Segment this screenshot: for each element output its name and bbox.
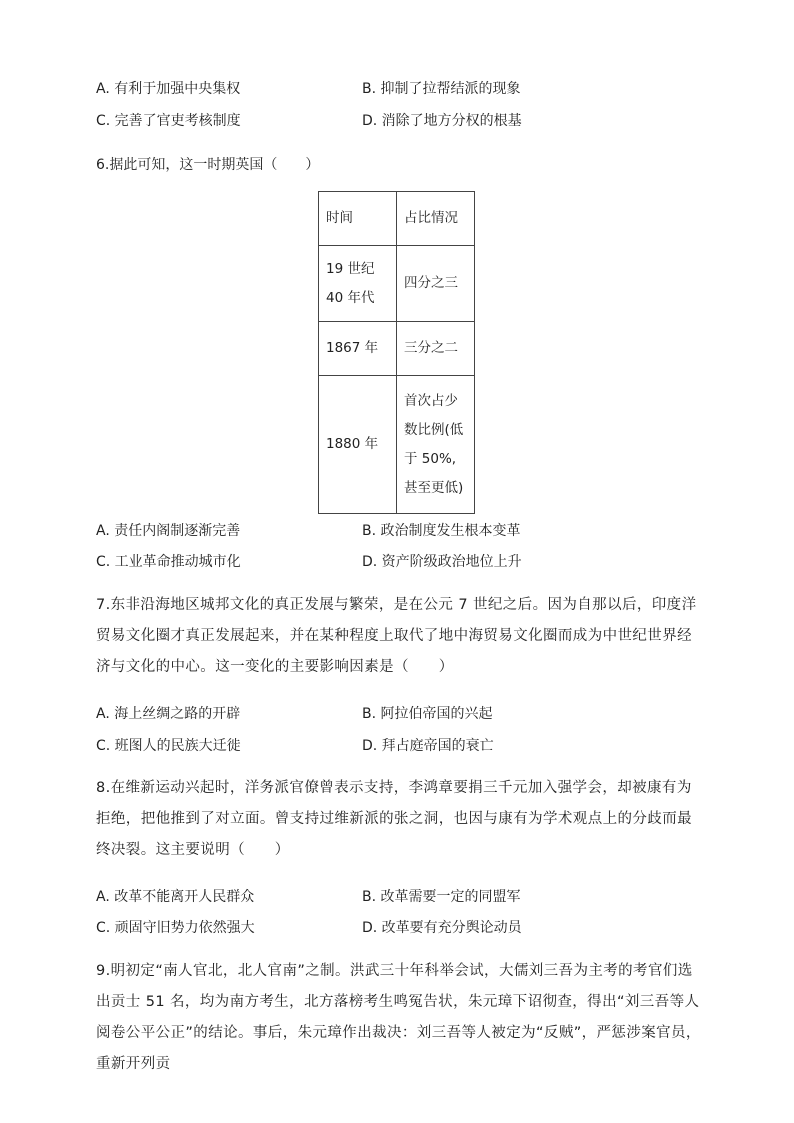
table-cell: 1867 年	[319, 322, 397, 376]
table-header-cell: 占比情况	[397, 192, 475, 246]
q6-table	[318, 191, 475, 514]
q8-stem: 8.在维新运动兴起时，洋务派官僚曾表示支持，李鸿章要捐三千元加入强学会，却被康有为拒绝，把他推到了对立面。曾支持过维新派的张之洞，也因与康有为学术观点上的分歧而最终决裂。这主要说明（ ）	[96, 780, 692, 858]
q5-option-d: D. 消除了地方分权的根基	[362, 113, 522, 129]
q7-option-c: C. 班图人的民族大迁徙	[96, 738, 241, 754]
q6-option-d: D. 资产阶级政治地位上升	[362, 554, 522, 570]
table-cell: 19 世纪 40 年代	[319, 246, 397, 322]
table-header-cell: 时间	[319, 192, 397, 246]
q8-option-c: C. 顽固守旧势力依然强大	[96, 920, 255, 936]
q5-option-b: B. 抑制了拉帮结派的现象	[362, 81, 521, 97]
q6-stem: 6.据此可知，这一时期英国（ ）	[96, 157, 320, 173]
q8-option-a: A. 改革不能离开人民群众	[96, 889, 255, 905]
table-row	[319, 322, 475, 376]
q5-option-c: C. 完善了官吏考核制度	[96, 113, 241, 129]
q9-stem: 9.明初定“南人官北，北人官南”之制。洪武三十年科举会试，大儒刘三吾为主考的考官们选出贡士 51 名，均为南方考生，北方落榜考生鸣冤告状，朱元璋下诏彻查，得出“刘三吾等人阅卷公平公正”的结论。事后，朱元璋作出裁决：刘三吾等人被定为“反贼”，严惩涉案官员，重新开列贡	[96, 963, 701, 1072]
q6-option-a: A. 责任内阁制逐渐完善	[96, 523, 241, 539]
q7-stem: 7.东非沿海地区城邦文化的真正发展与繁荣，是在公元 7 世纪之后。因为自那以后，印度洋贸易文化圈才真正发展起来，并在某种程度上取代了地中海贸易文化圈而成为中世纪世界经济与文化的中心。这一变化的主要影响因素是（ ）	[96, 597, 697, 675]
table-header-row	[319, 192, 475, 246]
table-cell: 1880 年	[319, 376, 397, 514]
q8-option-d: D. 改革要有充分舆论动员	[362, 920, 522, 936]
table-cell: 四分之三	[397, 246, 475, 322]
table-row	[319, 376, 475, 514]
table-row	[319, 246, 475, 322]
q8-option-b: B. 改革需要一定的同盟军	[362, 889, 521, 905]
q6-option-c: C. 工业革命推动城市化	[96, 554, 241, 570]
q5-option-a: A. 有利于加强中央集权	[96, 81, 241, 97]
table-cell: 三分之二	[397, 322, 475, 376]
q7-option-b: B. 阿拉伯帝国的兴起	[362, 706, 493, 722]
q7-option-a: A. 海上丝绸之路的开辟	[96, 706, 241, 722]
table-cell: 首次占少数比例(低于 50%,甚至更低)	[397, 376, 475, 514]
q7-option-d: D. 拜占庭帝国的衰亡	[362, 738, 494, 754]
q6-option-b: B. 政治制度发生根本变革	[362, 523, 521, 539]
